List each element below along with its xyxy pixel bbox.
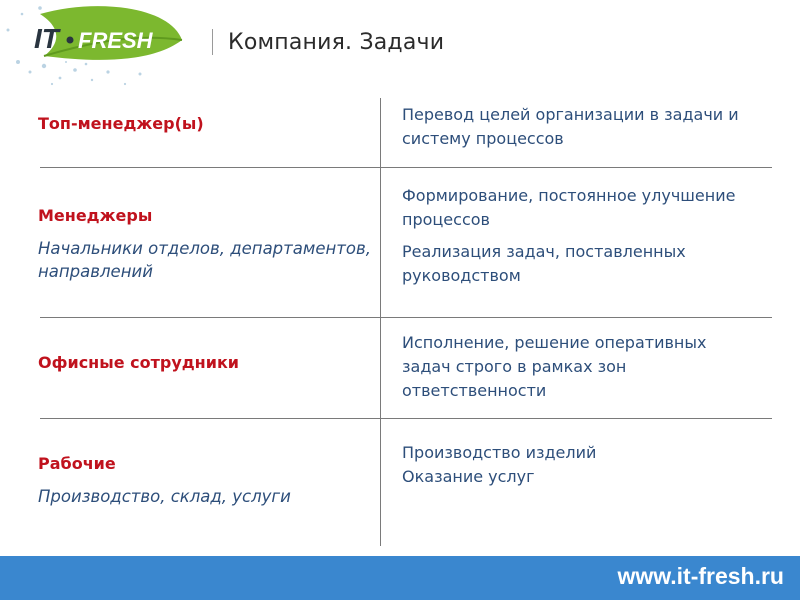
table-row-divider xyxy=(40,317,772,318)
it-fresh-logo xyxy=(0,0,200,90)
task-text: Производство изделий Оказание услуг xyxy=(402,443,597,486)
table-row-role xyxy=(38,352,368,374)
table-row-divider xyxy=(40,418,772,419)
table-row-divider xyxy=(40,167,772,168)
role-title: Топ-менеджер(ы) xyxy=(38,114,204,133)
role-subtitle: Начальники отделов, департаментов, направлений xyxy=(38,239,371,281)
website-link[interactable]: www.it-fresh.ru xyxy=(617,563,784,589)
role-subtitle: Производство, склад, услуги xyxy=(38,487,291,506)
role-title: Офисные сотрудники xyxy=(38,353,240,372)
table-row-role xyxy=(38,113,368,135)
role-title: Рабочие xyxy=(38,454,116,473)
table-row-role xyxy=(38,205,378,283)
svg-text:IT: IT xyxy=(34,23,59,54)
table-column-divider xyxy=(380,98,381,546)
role-title: Менеджеры xyxy=(38,206,153,225)
task-text: Перевод целей организации в задачи и системy процессов xyxy=(402,105,739,148)
task-text: Исполнение, решение оперативных задач строго в рамках зон ответственности xyxy=(402,333,707,400)
footer-bar xyxy=(0,556,800,600)
task-text: Реализация задач, поставленных руководством xyxy=(402,242,686,285)
task-text: Формирование, постоянное улучшение процессов xyxy=(402,186,736,229)
table-row-tasks xyxy=(402,331,752,403)
svg-text:FRESH: FRESH xyxy=(78,28,153,53)
table-row-tasks xyxy=(402,184,782,288)
table-row-role xyxy=(38,453,378,508)
page-title: Компания. Задачи xyxy=(228,30,445,55)
logo-wordmark xyxy=(34,23,154,54)
table-row-tasks xyxy=(402,441,782,489)
table-row-tasks xyxy=(402,103,782,151)
title-divider xyxy=(212,29,213,55)
